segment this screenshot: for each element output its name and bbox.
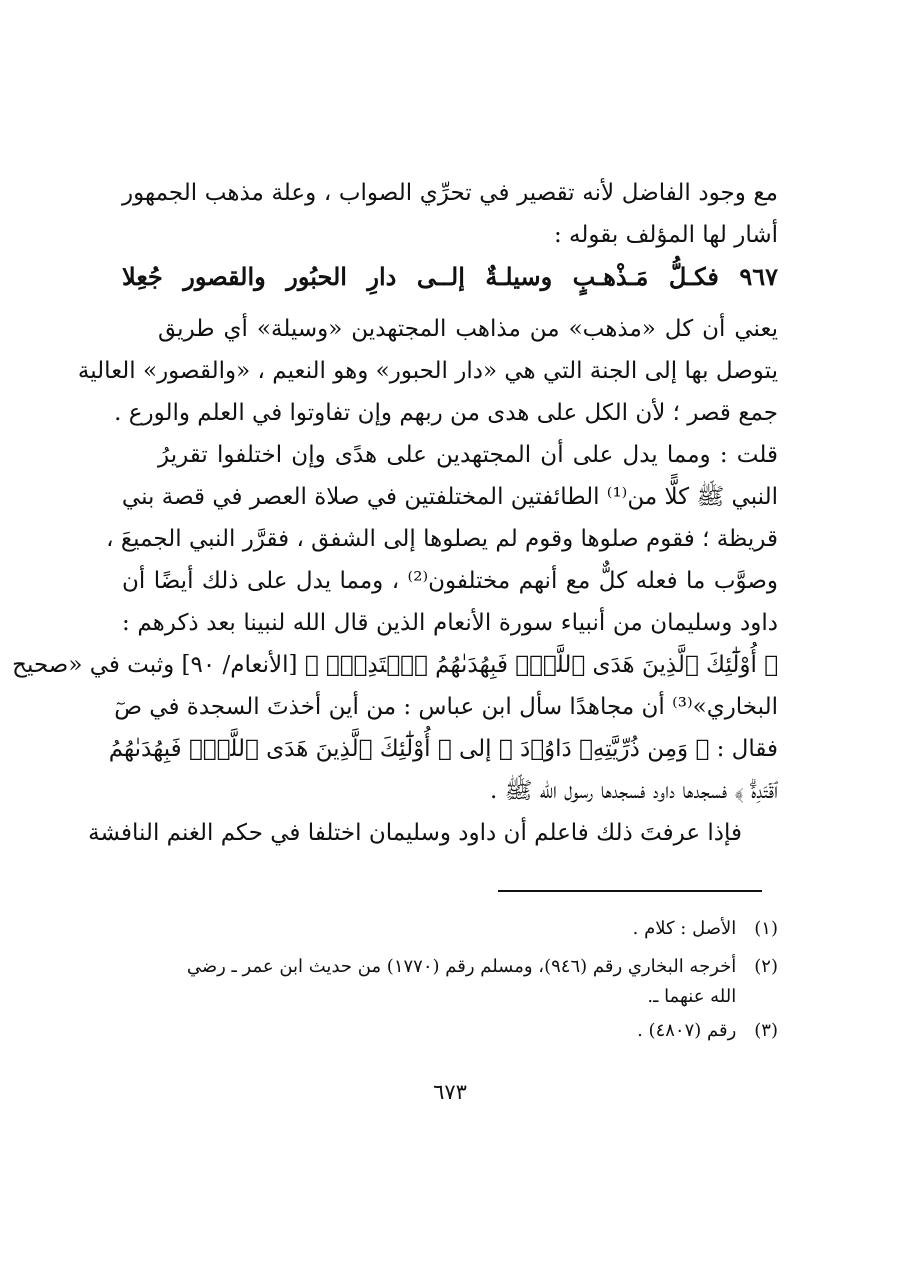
text-line: وصوَّب ما فعله كلٌّ مع أنهم مختلفون⁽²⁾ ، ومما يدل على ذلك أيضًا أن bbox=[122, 568, 778, 594]
footnote-text: الله عنهما ـ. bbox=[647, 986, 737, 1007]
text-line: داود وسليمان من أنبياء سورة الأنعام الذين قال الله لنبينا بعد ذكرهم : bbox=[122, 610, 778, 636]
footnote-text: أخرجه البخاري رقم (٩٤٦)، ومسلم رقم (١٧٧٠) من حديث ابن عمر ـ رضي bbox=[186, 956, 737, 977]
footnote-item bbox=[122, 916, 778, 942]
text-line: أشار لها المؤلف بقوله : bbox=[553, 222, 778, 248]
footnote-text: الأصل : كلام . bbox=[632, 918, 737, 939]
text-line: النبي ﷺ كلًّا من⁽¹⁾ الطائفتين المختلفتين في صلاة العصر في قصة بني bbox=[121, 484, 778, 510]
footnote-number: (١) bbox=[754, 918, 778, 939]
text-line: يعني أن كل «مذهب» من مذاهب المجتهدين «وسيلة» أي طريق bbox=[158, 316, 778, 342]
text-line: مع وجود الفاضل لأنه تقصير في تحرِّي الصواب ، وعلة مذهب الجمهور bbox=[122, 180, 778, 206]
footnote-item bbox=[122, 1018, 778, 1044]
footnote-divider bbox=[498, 890, 762, 892]
footnote-number: (٣) bbox=[754, 1020, 778, 1041]
quran-line: فقال : ﴿ وَمِن ذُرِّيَّتِهِۦ دَاوُۥدَ ﴾ إلى ﴿ أُوْلَٰٓئِكَ ٱلَّذِينَ هَدَى ٱللَّهُۖ فَبِهُدَىٰهُمُ bbox=[108, 736, 778, 762]
text-line: قريظة ؛ فقوم صلوها وقوم لم يصلوها إلى الشفق ، فقرَّر النبي الجميعَ ، bbox=[106, 526, 778, 552]
footnote-text: رقم (٤٨٠٧) . bbox=[637, 1020, 737, 1041]
page-number: ٦٧٣ bbox=[433, 1080, 467, 1104]
main-text bbox=[12, 0, 778, 860]
text-line: البخاري»⁽³⁾ أن مجاهدًا سأل ابن عباس : من أين أخذتَ السجدة في صٓ bbox=[114, 694, 778, 720]
text-line: فإذا عرفتَ ذلك فاعلم أن داود وسليمان اختلفا في حكم الغنم النافشة bbox=[88, 820, 742, 846]
footnote-number: (٢) bbox=[754, 956, 778, 977]
quran-line: ٱقۡتَدِهۡۗ ﴾ فسجدها داود فسجدها رسول الله ﷺ . bbox=[489, 778, 778, 804]
text-line: جمع قصر ؛ لأن الكل على هدى من ربهم وإن تفاوتوا في العلم والورع . bbox=[114, 400, 778, 426]
text-line: يتوصل بها إلى الجنة التي هي «دار الحبور» وهو النعيم ، «والقصور» العالية bbox=[77, 358, 778, 384]
footnote-item bbox=[122, 984, 778, 1010]
verse-line: ٩٦٧ فكـلُّ مَـذْهـبٍ وسيلـةٌ إلــى دارِ الحبُور والقصور جُعِلا bbox=[122, 262, 778, 291]
footnote-item bbox=[122, 954, 778, 980]
quran-line: ﴿ أُوْلَٰٓئِكَ ٱلَّذِينَ هَدَى ٱللَّهُۖ فَبِهُدَىٰهُمُ ٱقۡتَدِهۡۗ ﴾ [الأنعام/ ٩٠] وثبت في «صحيح bbox=[12, 652, 778, 678]
text-line: قلت : ومما يدل على أن المجتهدين على هدًى وإن اختلفوا تقريرُ bbox=[158, 442, 778, 468]
